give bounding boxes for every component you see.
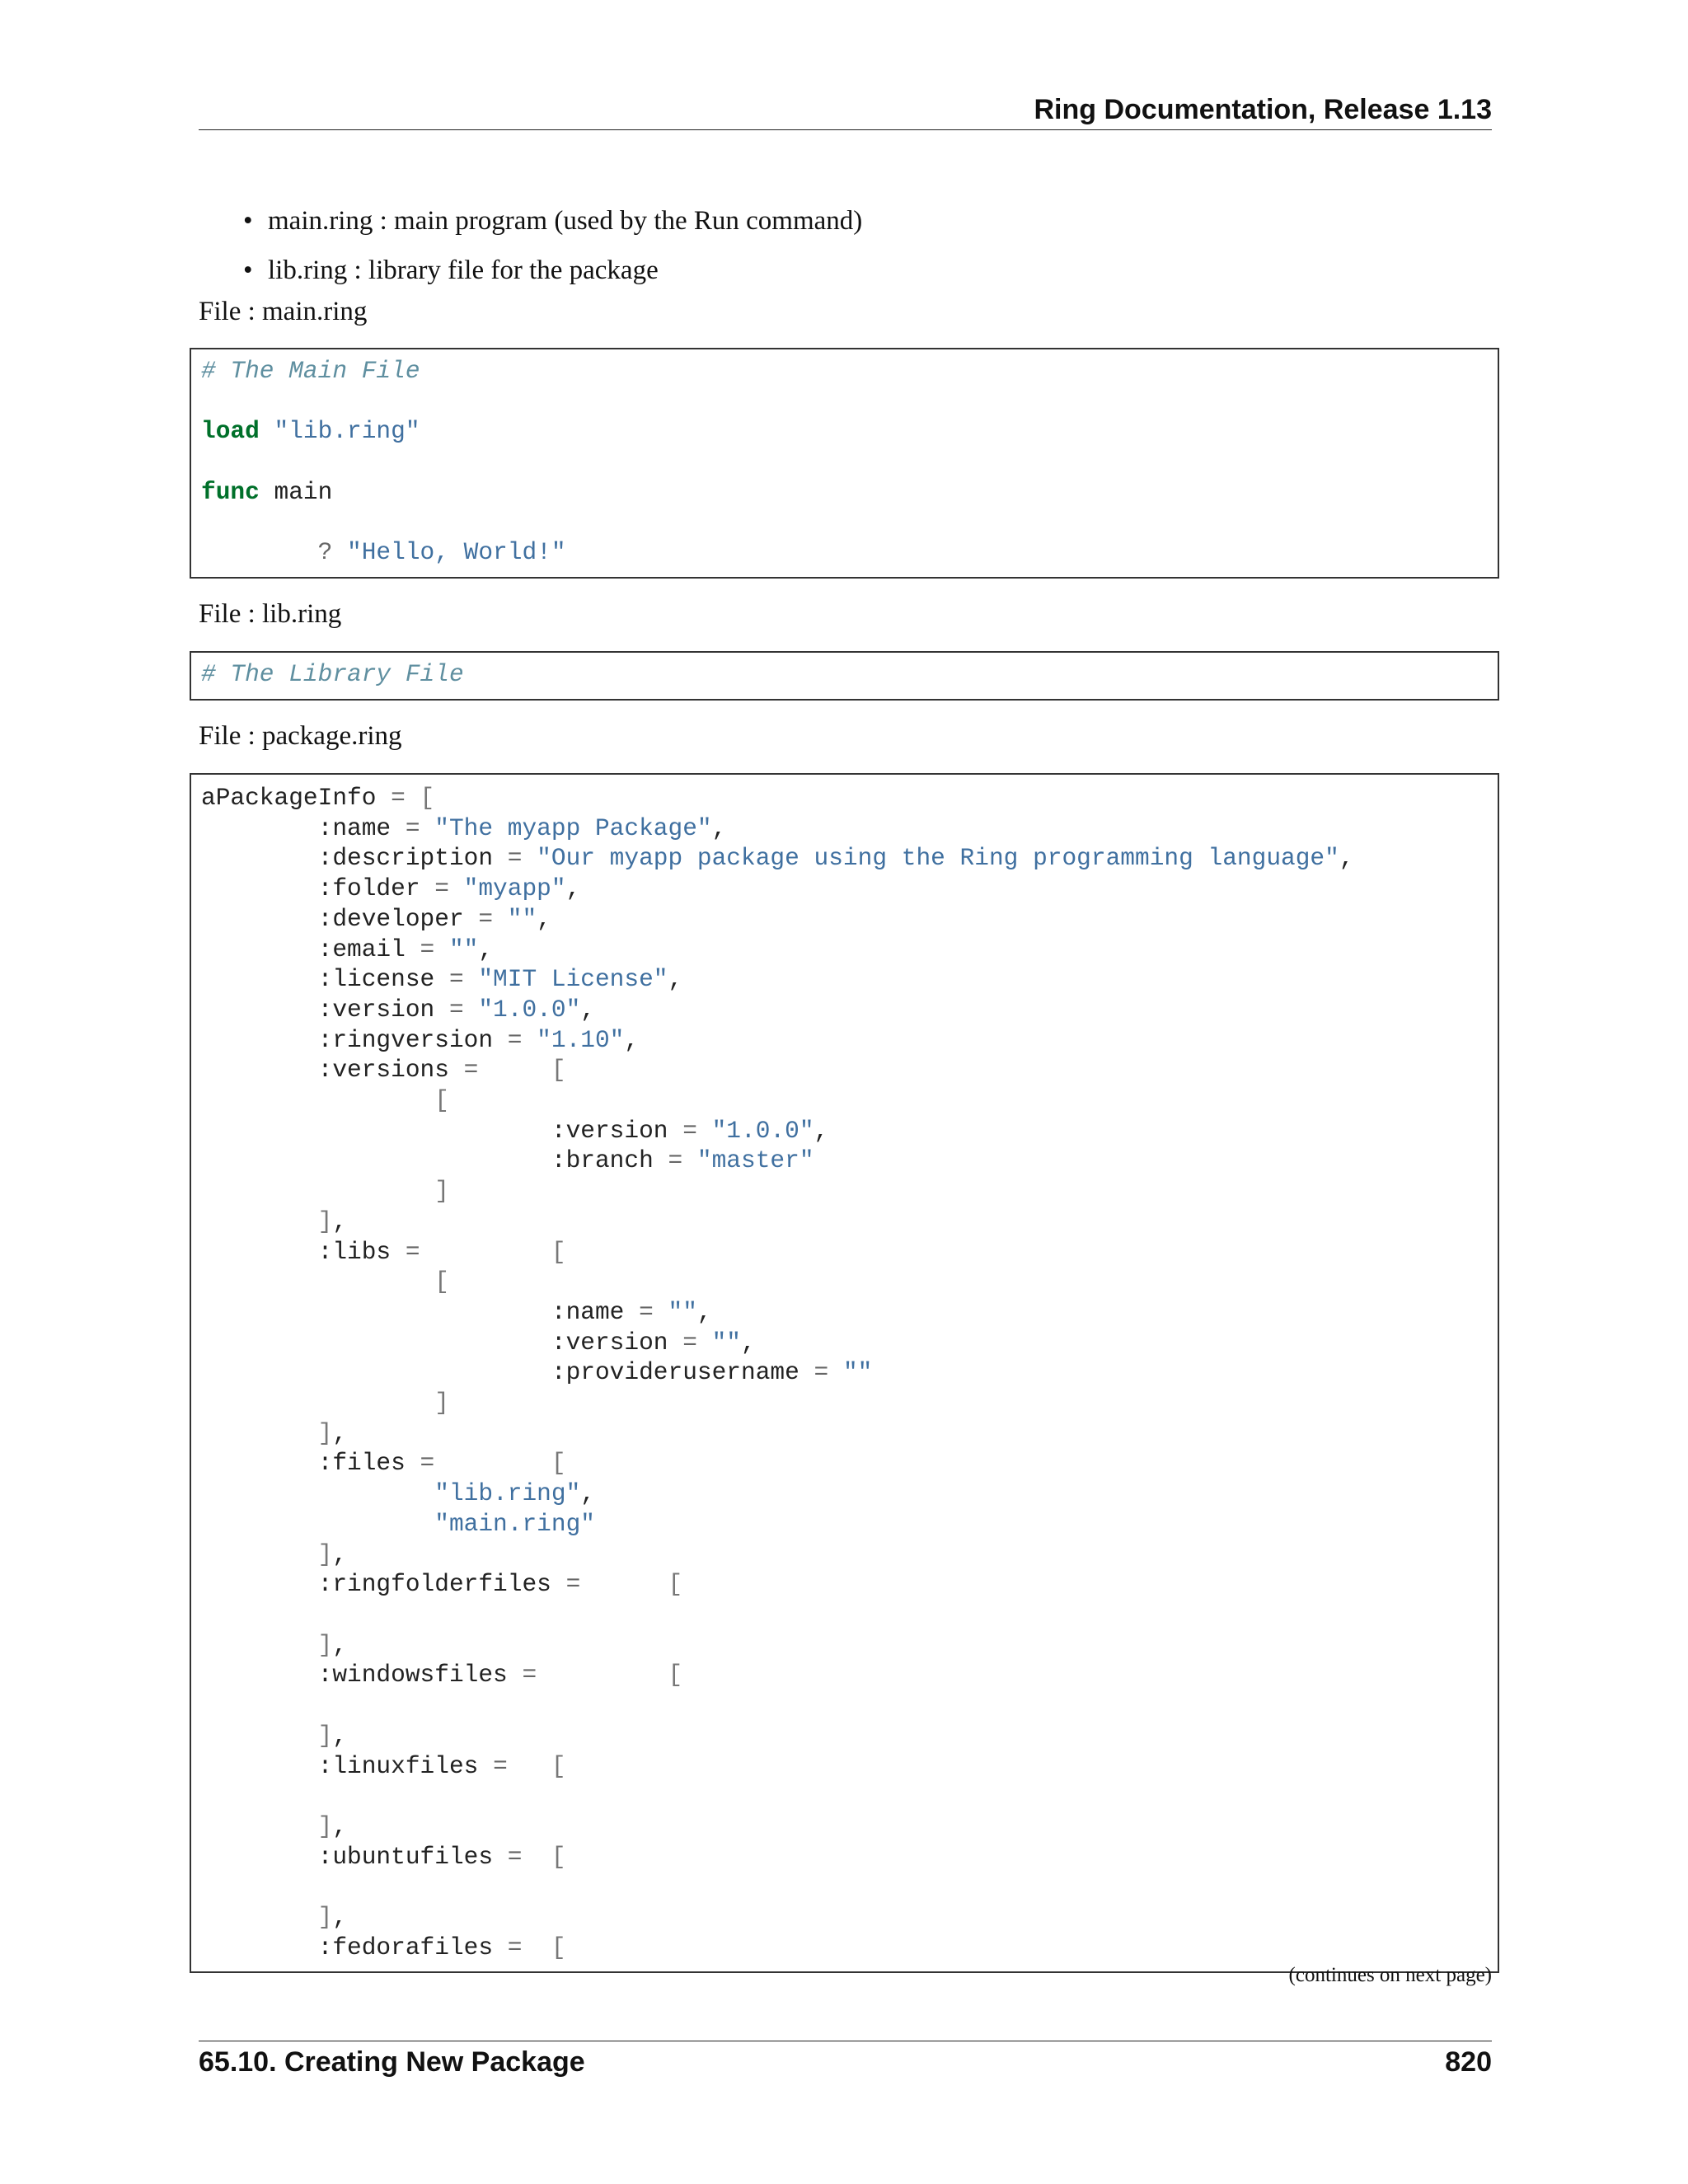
code-string: "main.ring" <box>434 1509 595 1538</box>
code-text-token: , <box>565 874 581 903</box>
code-text-token <box>201 1207 318 1235</box>
code-bracket: ] <box>317 1903 333 1932</box>
code-line <box>201 1358 872 1386</box>
code-bracket: [ <box>551 1842 566 1871</box>
code-string: "" <box>842 1358 873 1387</box>
code-operator: = <box>463 1056 479 1085</box>
code-comment: # The Main File <box>201 357 420 385</box>
code-text-token: :branch <box>201 1146 668 1175</box>
code-line <box>201 1238 566 1266</box>
code-text-token: , <box>478 935 494 963</box>
code-text-token: :version <box>201 995 449 1024</box>
main-file-label: File : main.ring <box>199 297 368 326</box>
code-text-token <box>654 1298 668 1326</box>
code-bracket: [ <box>551 1449 566 1478</box>
code-text-token <box>449 874 464 902</box>
code-bracket: ] <box>317 1418 333 1447</box>
code-text-token: :license <box>201 965 449 994</box>
code-operator: = <box>448 995 464 1024</box>
code-text-token <box>201 1479 434 1507</box>
code-line <box>201 1268 449 1296</box>
code-text-token <box>201 1540 318 1568</box>
code-line <box>201 357 420 385</box>
code-bracket: [ <box>551 1933 566 1961</box>
code-text-token <box>697 1329 712 1357</box>
code-text-token <box>420 814 435 842</box>
code-string: "myapp" <box>463 874 566 903</box>
code-text-token <box>201 1812 318 1840</box>
code-line <box>201 1056 566 1084</box>
list-item: • lib.ring : library file for the package <box>243 246 862 295</box>
code-line <box>201 874 580 902</box>
code-line <box>201 1177 449 1205</box>
code-bracket: ] <box>434 1389 449 1418</box>
code-text-token <box>434 1449 551 1477</box>
code-bracket: ] <box>317 1207 333 1235</box>
code-operator: = <box>507 1933 523 1961</box>
code-operator: = <box>682 1116 697 1145</box>
code-line <box>201 478 332 506</box>
code-text-token: :developer <box>201 904 479 933</box>
code-string: "1.10" <box>537 1025 625 1054</box>
code-bracket: [ <box>551 1751 566 1780</box>
code-string: "lib.ring" <box>434 1479 581 1508</box>
code-text-token: :name <box>201 1297 640 1326</box>
code-text-token <box>201 1903 318 1931</box>
code-text <box>191 653 1498 690</box>
code-text-token: :folder <box>201 874 435 903</box>
code-line <box>201 1298 712 1326</box>
code-string: "The myapp Package" <box>434 813 712 842</box>
code-text-token <box>464 996 479 1024</box>
code-line <box>201 784 434 812</box>
code-text-token <box>434 935 449 963</box>
code-string: "1.0.0" <box>478 995 581 1024</box>
lib-code-block <box>190 651 1499 701</box>
code-text-token <box>201 1722 318 1750</box>
code-text-token <box>201 1086 434 1114</box>
code-line <box>201 1631 347 1659</box>
code-text-token <box>201 538 318 566</box>
code-text-token <box>406 784 420 812</box>
list-item: • main.ring : main program (used by the Run command) <box>243 196 862 246</box>
code-text-token: :email <box>201 935 420 963</box>
code-operator: ? <box>317 538 333 567</box>
code-bracket: ] <box>317 1721 333 1750</box>
code-text-token: :libs <box>201 1237 406 1266</box>
code-operator: = <box>507 1842 523 1871</box>
code-string: "" <box>711 1328 742 1357</box>
code-line <box>201 1479 595 1507</box>
code-text-token <box>537 1661 668 1689</box>
code-text-token: , <box>580 1479 595 1508</box>
code-text-token <box>522 1933 551 1961</box>
code-string: "" <box>448 935 479 963</box>
code-text-token <box>201 1268 434 1296</box>
code-line <box>201 935 493 963</box>
code-bracket: [ <box>668 1570 683 1599</box>
code-bracket: ] <box>434 1177 449 1206</box>
code-operator: = <box>420 935 435 963</box>
code-line <box>201 1117 828 1145</box>
code-bracket: [ <box>434 1268 449 1296</box>
code-bracket: [ <box>551 1056 566 1085</box>
code-text-token <box>464 965 479 993</box>
code-text-token: , <box>332 1418 348 1447</box>
code-operator: = <box>391 784 406 812</box>
code-line <box>201 1722 347 1750</box>
package-code-block <box>190 773 1499 1973</box>
code-text-token: :windowsfiles <box>201 1661 523 1690</box>
code-operator: = <box>522 1661 537 1690</box>
code-bracket: [ <box>668 1661 683 1690</box>
code-operator: = <box>448 965 464 994</box>
code-operator: = <box>668 1146 683 1175</box>
code-operator: = <box>814 1358 829 1387</box>
code-text-token <box>201 1177 434 1205</box>
code-text-token: :name <box>201 813 406 842</box>
code-text <box>191 349 1498 568</box>
code-text-token <box>522 844 537 872</box>
code-text-token: aPackageInfo <box>201 784 392 812</box>
code-text-token: , <box>696 1297 712 1326</box>
code-text-token: , <box>741 1328 756 1357</box>
code-text-token: :providerusername <box>201 1358 814 1387</box>
code-string: "Our myapp package using the Ring programming language" <box>537 844 1339 873</box>
package-file-label: File : package.ring <box>199 721 402 751</box>
code-text-token <box>332 538 347 566</box>
code-string: "Hello, World!" <box>347 538 566 567</box>
code-line <box>201 1933 566 1961</box>
code-string: "1.0.0" <box>711 1116 814 1145</box>
code-bracket: [ <box>551 1237 566 1266</box>
code-line <box>201 1812 347 1840</box>
code-line <box>201 1570 682 1598</box>
lib-file-label: File : lib.ring <box>199 599 342 629</box>
footer-section-title: 65.10. Creating New Package <box>199 2046 585 2078</box>
code-line <box>201 1661 682 1689</box>
code-text <box>191 775 1498 1962</box>
code-bracket: ] <box>317 1811 333 1840</box>
code-text-token: , <box>668 965 683 994</box>
code-text-token: , <box>332 1903 348 1932</box>
code-line <box>201 1207 347 1235</box>
code-operator: = <box>507 1025 523 1054</box>
code-text-token: main <box>259 477 333 506</box>
file-bullet-list <box>243 196 862 295</box>
code-text-token <box>508 1752 551 1780</box>
code-line <box>201 996 595 1024</box>
code-line <box>201 844 1354 872</box>
code-bracket: [ <box>420 784 435 812</box>
code-text-token <box>201 1419 318 1447</box>
code-text-token: :description <box>201 844 508 873</box>
code-line <box>201 1329 756 1357</box>
code-string: "lib.ring" <box>274 417 420 446</box>
code-string: "master" <box>696 1146 814 1175</box>
code-text-token: :version <box>201 1116 683 1145</box>
code-line <box>201 1752 566 1780</box>
code-line <box>201 1146 814 1174</box>
code-text-token: , <box>624 1025 640 1054</box>
code-text-token: :versions <box>201 1056 464 1085</box>
code-text-token <box>201 1631 318 1659</box>
code-line <box>201 814 726 842</box>
code-text-token: , <box>1339 844 1354 873</box>
code-text-token <box>493 905 508 933</box>
code-text-token: :ringfolderfiles <box>201 1570 566 1599</box>
code-text-token <box>420 1238 551 1266</box>
code-operator: = <box>434 874 449 903</box>
code-text-token <box>201 1389 434 1417</box>
code-text-token: :files <box>201 1449 420 1478</box>
running-header: Ring Documentation, Release 1.13 <box>1034 94 1492 125</box>
code-operator: = <box>420 1449 435 1478</box>
code-keyword: load <box>201 417 260 446</box>
code-text-token: :ringversion <box>201 1025 508 1054</box>
main-code-block <box>190 348 1499 579</box>
code-line <box>201 660 464 688</box>
code-text-token: :linuxfiles <box>201 1751 494 1780</box>
code-text-token <box>478 1056 551 1084</box>
code-keyword: func <box>201 477 260 506</box>
code-string: "" <box>507 904 537 933</box>
code-text-token: , <box>332 1721 348 1750</box>
code-comment: # The Library File <box>201 660 464 688</box>
code-bracket: [ <box>434 1086 449 1115</box>
code-text-token: , <box>332 1207 348 1235</box>
code-text-token: :ubuntufiles <box>201 1842 508 1871</box>
code-line <box>201 1086 449 1114</box>
page-number: 820 <box>1445 2046 1492 2078</box>
code-string: "" <box>668 1297 697 1326</box>
code-operator: = <box>507 844 523 873</box>
code-line <box>201 1419 347 1447</box>
code-line <box>201 417 420 445</box>
code-line <box>201 905 551 933</box>
code-text-token: :fedorafiles <box>201 1933 508 1961</box>
code-text-token <box>201 1510 434 1538</box>
code-operator: = <box>565 1570 581 1599</box>
code-text-token: :version <box>201 1328 683 1357</box>
code-text-token: , <box>711 813 727 842</box>
code-text-token <box>828 1358 843 1386</box>
continues-note: (continues on next page) <box>1288 1964 1492 1986</box>
code-line <box>201 1540 347 1568</box>
code-text-token <box>682 1146 697 1174</box>
code-line <box>201 1026 639 1054</box>
code-text-token <box>697 1117 712 1145</box>
code-line <box>201 1903 347 1931</box>
code-text-token: , <box>580 995 595 1024</box>
header-rule <box>199 129 1492 130</box>
code-text-token <box>522 1026 537 1054</box>
code-text-token: , <box>537 904 551 933</box>
code-line <box>201 965 682 993</box>
code-text-token: , <box>332 1811 348 1840</box>
code-bracket: ] <box>317 1540 333 1568</box>
code-text-token: , <box>332 1540 348 1568</box>
code-text-token <box>580 1570 668 1598</box>
code-operator: = <box>639 1297 654 1326</box>
code-line <box>201 1843 566 1871</box>
code-line <box>201 1389 449 1417</box>
code-text-token: , <box>332 1630 348 1659</box>
code-text-token <box>260 417 274 445</box>
code-operator: = <box>682 1328 697 1357</box>
code-operator: = <box>405 813 420 842</box>
code-string: "MIT License" <box>478 965 668 994</box>
code-operator: = <box>478 904 494 933</box>
code-operator: = <box>405 1237 420 1266</box>
code-text-token <box>522 1843 551 1871</box>
code-operator: = <box>493 1751 508 1780</box>
code-line <box>201 1510 595 1538</box>
code-text-token: , <box>814 1116 829 1145</box>
code-bracket: ] <box>317 1630 333 1659</box>
code-line <box>201 538 566 566</box>
code-line <box>201 1449 566 1477</box>
